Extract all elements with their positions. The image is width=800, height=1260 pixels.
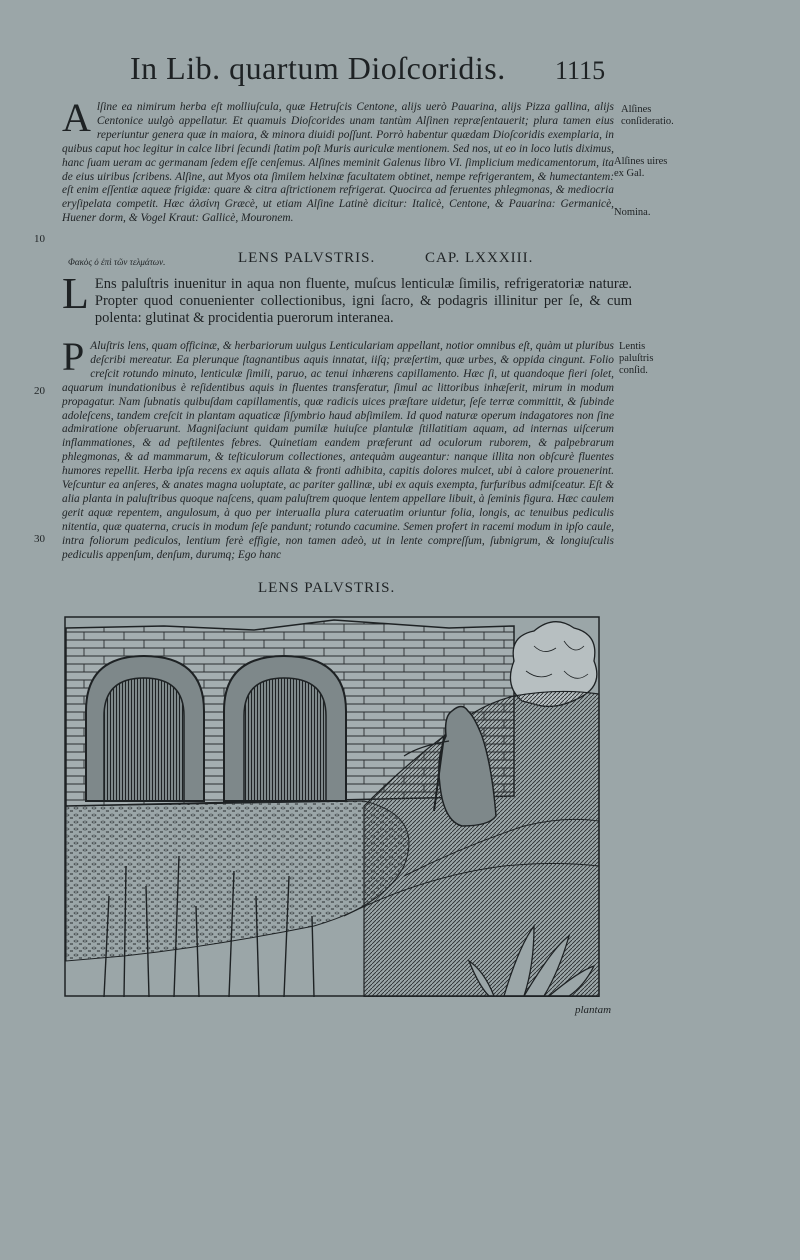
right-arch	[224, 656, 346, 801]
figure-caption: LENS PALVSTRIS.	[258, 580, 396, 596]
paragraph-text: lſine ea nimirum herba eſt molliuſcula, quæ Hetruſcis Centone, alijs uerò Pauarina, alijs Pizza gallina, alijs Centonice uulgò appellatur. Et quamuis Dioſcorides unam tantùm Alſinen repræſentauerit; plura tamen eius reperiuntur genera quæ in maiora, & minora diuidi poſſunt. Porrò habentur quædam Dioſcoridis exemplaria, in quibus caput hoc legitur in calce libri ſecundi ſtatim poſt Muris auriculæ mentionem. Sed nos, ut eo in loco lutis diximus, hanc ſuam ueram ac germanam ſedem eſſe cenſemus. Alſines meminit Galenus libro VI. ſimplicium medicamentorum, ita de eius uiribus ſcribens. Alſine, aut Myos ota ſimilem helxinæ facultatem obtinet, nempe refrigerantem, & humectantem: eſt enim eſſentiæ aqueæ frigidæ: quare & citra aſtrictionem refrigerat. Quocirca ad feruentes phlegmonas, & mediocria eryſipelata competit. Hæc ἀλσίνη Græcè, ut etiam Alſine Latinè dicitur: Italicè, Centone, & Pauarina: Germanicè, Huener dorm, & Vogel Kraut: Gallicè, Mouronem.	[62, 101, 614, 225]
catchword: plantam	[575, 1004, 612, 1016]
woodcut-illustration	[64, 616, 600, 997]
line-number-20: 20	[34, 385, 45, 397]
margin-note-alsines-consideratio: Alſines conſideratio.	[621, 104, 674, 127]
dropcap: A	[62, 95, 91, 140]
chapter-number: CAP. LXXXIII.	[425, 250, 534, 266]
line-number-10: 10	[34, 233, 45, 245]
running-title: In Lib. quartum Dioſcoridis.	[130, 50, 506, 86]
pond	[66, 801, 409, 961]
margin-note-nomina: Nomina.	[614, 207, 651, 218]
paragraph-text: Aluſtris lens, quam officinæ, & herbariorum uulgus Lenticulariam appellant, notior omnibus eſt, quàm ut pluribus deſcribi mereatur. Ea plerunque ſtagnantibus aquis innatat, iiſq; præſertim, quæ urbes, & oppida cingunt. Folio creſcit rotundo minuto, lenticulæ ſimili, paruo, ac tenui inhærens capillamento. Hæc ſi, ut quandoque fieri ſolet, aquarum inundationibus è reſidentibus aquis in fluentes transferatur, ſimul ac littoribus inhæſerit, mirum in modum propagatur. Nam ſubnatis quibuſdam capillamentis, quæ radicis uices præſtare uidetur, ſeſe terræ committit, & ſubinde adoleſcens, tandem creſcit in plantam aquaticæ ſiſymbrio haud abſimilem. Id quod naturæ operum indagatores non ſine admiratione obſeruarunt. Magniſaciunt quidam pumilæ huiuſce plantulæ ſtillatitiam aquam, ad internas uiſcerum inflammationes, & ad peſtilentes febres. Quinetiam eandem præferunt ad oculorum ruborem, & palpebrarum phlegmonas, & ad mammarum, & teſticulorum collectiones, antequàm augeantur: nanque illita non obſcurè fluentes humores repellit. Herba ipſa recens ex aquis allata & fronti adhibita, capitis dolores mulcet, ubi à calore prouenerint. Veſcuntur ea anſeres, & anates magna uoluptate, ac pariter gallinæ, ubi ex aquis exempta, furfuribus admiſceatur. Eſt & alia planta in paluſtribus quoque naſcens, quam paluſtrem quoque lentem appellare libuit, à ſeminis figura. Hæc caulem gerit aquæ repentem, angulosum, à quo per interualla plura cateruatim oriuntur folia, longis, ac tenuibus pediculis nitentia, quæ quaterna, crucis in modum ſeſe pandunt; rotundo cacumine. Semen profert in racemi modum in ipſo caule, intra foliorum pediculos, lentium ferè effigie, non tamen adeò, ut in lente compreſſum, ſubnigrum, & longiuſculis pediculis appenſum, denſum, durumq; Ego hanc	[62, 340, 614, 561]
page-number: 1115	[555, 56, 606, 85]
dropcap: L	[62, 269, 89, 318]
margin-note-alsines-vires: Alſines uires ex Gal.	[614, 156, 668, 179]
chapter-title: LENS PALVSTRIS.	[238, 250, 376, 266]
margin-note-lentis-consid: Lentis paluſtris conſid.	[619, 341, 654, 376]
dropcap: P	[62, 334, 85, 379]
paragraph-text: Ens paluſtris inuenitur in aqua non fluente, muſcus lenticulæ ſimilis, refrigeratoriæ naturæ. Propter quod conuenienter collectionibus, igni ſacro, & podagris illinitur per ſe, & cum polenta: glutinat & procidentia puerorum interanea.	[94, 276, 632, 326]
greek-label: Φακὸς ὁ ἐπὶ τῶν τελμάτων.	[68, 257, 166, 267]
left-arch	[86, 656, 204, 801]
line-number-30: 30	[34, 533, 45, 545]
alsine-paragraph	[62, 95, 614, 233]
commentary-paragraph	[62, 334, 614, 570]
dioscorides-paragraph	[62, 269, 632, 332]
